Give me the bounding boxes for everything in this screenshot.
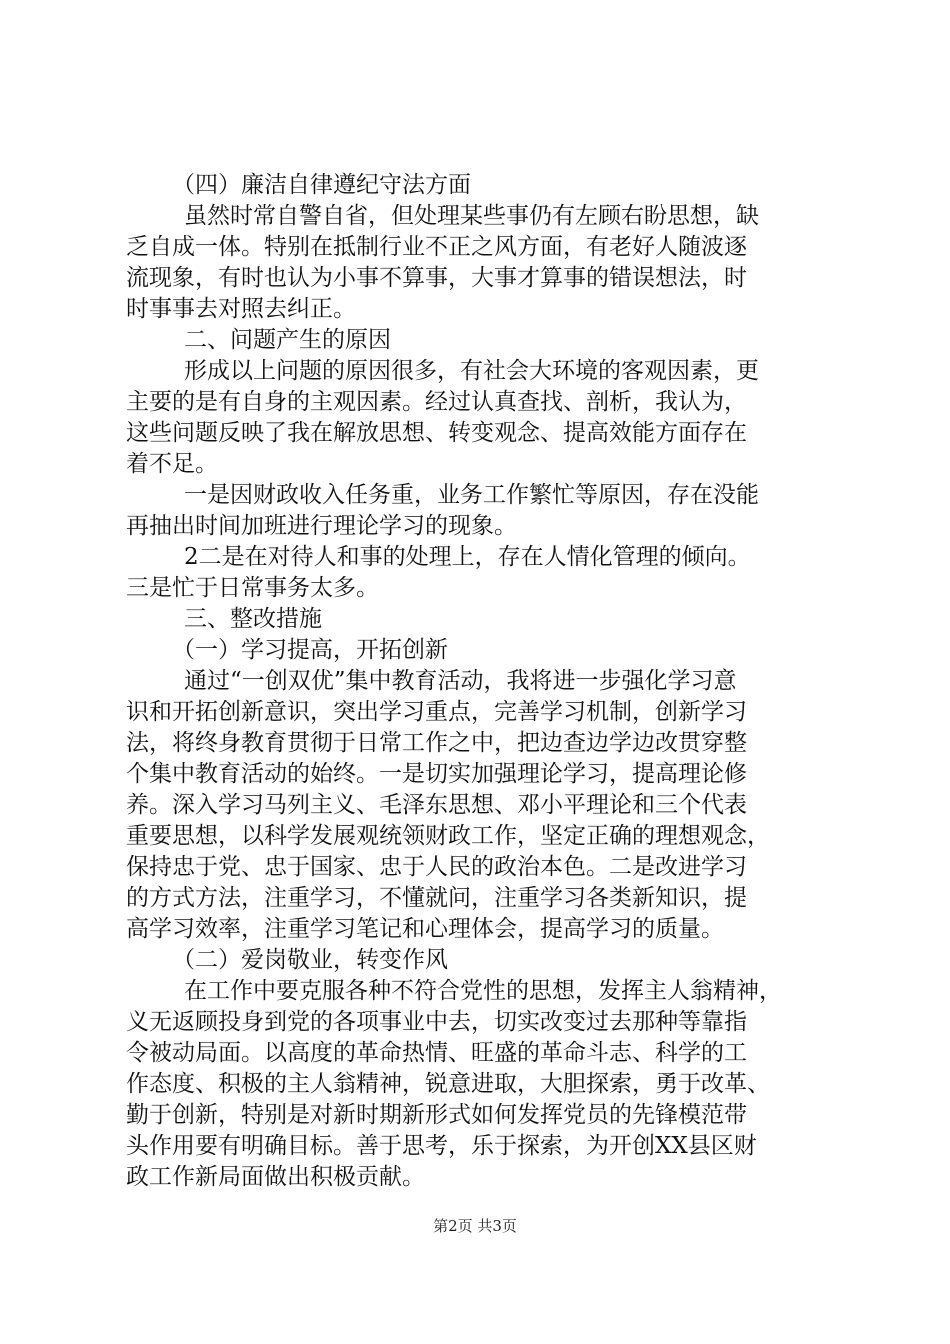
- text-line: 作态度、积极的主人翁精神，锐意进取，大胆探索，勇于改革、: [126, 1071, 770, 1097]
- text-line: 流现象，有时也认为小事不算事，大事才算事的错误想法，时: [126, 265, 747, 291]
- text-line: （一）学习提高，开拓创新: [172, 637, 448, 663]
- text-line: 的方式方法，注重学习，不懂就问，注重学习各类新知识，提: [126, 885, 747, 911]
- text-line: 一是因财政收入任务重，业务工作繁忙等原因，存在没能: [184, 482, 759, 508]
- text-line: 保持忠于党、忠于国家、忠于人民的政治本色。二是改进学习: [126, 854, 747, 880]
- text-line: （四）廉洁自律遵纪守法方面: [172, 172, 471, 198]
- text-line: 令被动局面。以高度的革命热情、旺盛的革命斗志、科学的工: [126, 1040, 747, 1066]
- text-line: 在工作中要克服各种不符合党性的思想，发挥主人翁精神，: [184, 978, 782, 1004]
- text-line: 三、整改措施: [184, 606, 322, 632]
- text-line: 这些问题反映了我在解放思想、转变观念、提高效能方面存在: [126, 420, 747, 446]
- text-line: 识和开拓创新意识，突出学习重点，完善学习机制，创新学习: [126, 699, 747, 725]
- text-line: 高学习效率，注重学习笔记和心理体会，提高学习的质量。: [126, 916, 724, 942]
- text-line: 头作用要有明确目标。善于思考，乐于探索，为开创XX县区财: [126, 1133, 757, 1159]
- text-line: 再抽出时间加班进行理论学习的现象。: [126, 513, 517, 539]
- text-line: 义无返顾投身到党的各项事业中去，切实改变过去那种等靠指: [126, 1009, 747, 1035]
- text-line: 虽然时常自警自省，但处理某些事仍有左顾右盼思想，缺: [184, 203, 759, 229]
- text-line: 着不足。: [126, 451, 218, 477]
- text-line: 养。深入学习马列主义、毛泽东思想、邓小平理论和三个代表: [126, 792, 747, 818]
- text-line: 通过“一创双优”集中教育活动，我将进一步强化学习意: [184, 668, 737, 694]
- page-footer: 第2页 共3页: [433, 1217, 517, 1235]
- text-line: 二、问题产生的原因: [184, 327, 391, 353]
- text-line: 个集中教育活动的始终。一是切实加强理论学习，提高理论修: [126, 761, 747, 787]
- text-line: 乏自成一体。特别在抵制行业不正之风方面，有老好人随波逐: [126, 234, 747, 260]
- text-line: 勤于创新，特别是对新时期新形式如何发挥党员的先锋模范带: [126, 1102, 747, 1128]
- text-line: 法，将终身教育贯彻于日常工作之中，把边查边学边改贯穿整: [126, 730, 747, 756]
- document-body: [126, 170, 830, 1193]
- text-line: 重要思想，以科学发展观统领财政工作，坚定正确的理想观念，: [126, 823, 770, 849]
- text-line: 主要的是有自身的主观因素。经过认真查找、剖析，我认为，: [126, 389, 747, 415]
- text-line: 时事事去对照去纠正。: [126, 296, 356, 322]
- text-line: （二）爱岗敬业，转变作风: [172, 947, 448, 973]
- text-line: 政工作新局面做出积极贡献。: [126, 1164, 425, 1190]
- text-line: 形成以上问题的原因很多，有社会大环境的客观因素，更: [184, 358, 759, 384]
- text-line: 三是忙于日常事务太多。: [126, 575, 379, 601]
- text-line: 2二是在对待人和事的处理上，存在人情化管理的倾向。: [184, 544, 751, 570]
